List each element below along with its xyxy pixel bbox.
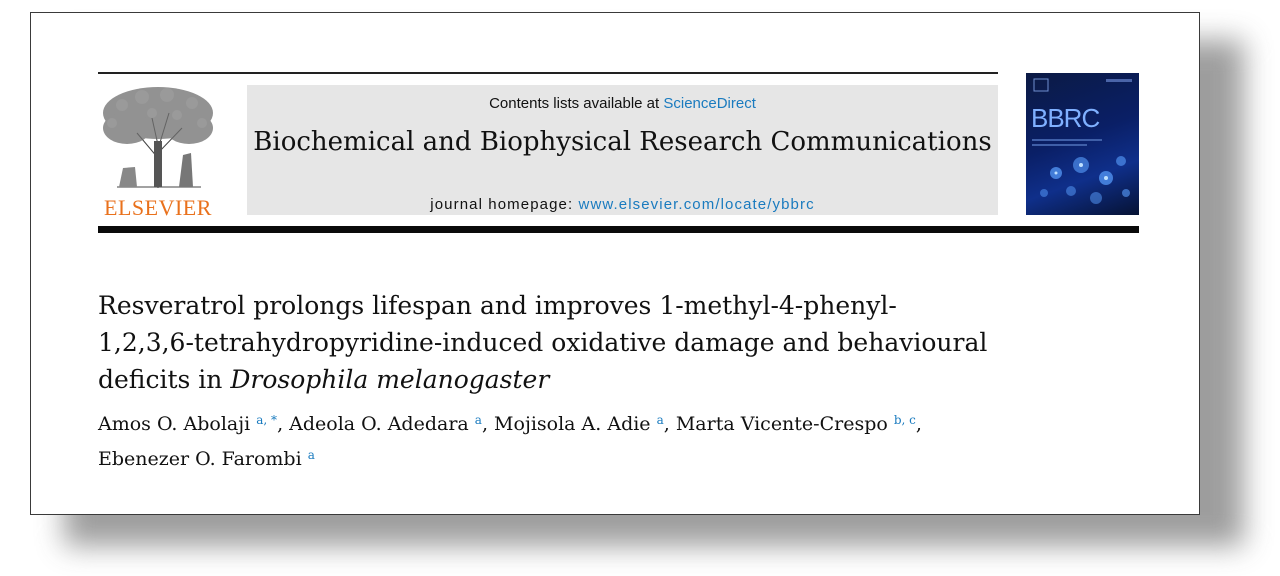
author-affiliation[interactable]: a — [656, 413, 664, 427]
author-separator: , — [663, 413, 676, 435]
author-name[interactable]: Adeola O. Adedara — [289, 413, 469, 435]
journal-cover-thumbnail[interactable] — [1026, 73, 1139, 215]
author-separator: , — [915, 413, 922, 435]
elsevier-tree-logo-icon — [97, 83, 219, 193]
header-divider — [98, 226, 1139, 233]
author-list — [98, 405, 1098, 475]
author-name[interactable]: Mojisola A. Adie — [494, 413, 651, 435]
publisher-name: ELSEVIER — [104, 195, 212, 220]
author-name[interactable]: Ebenezer O. Farombi — [98, 448, 302, 470]
author-separator: , — [277, 413, 290, 435]
title-line-1: Resveratrol prolongs lifespan and improves 1-methyl-4-phenyl- — [98, 291, 897, 320]
author-separator: , — [481, 413, 495, 435]
sciencedirect-link[interactable]: ScienceDirect — [663, 95, 756, 112]
homepage-prefix: journal homepage: — [430, 196, 579, 213]
author-name[interactable]: Marta Vicente-Crespo — [675, 413, 888, 435]
cover-art-icon — [1026, 73, 1139, 215]
elsevier-logo[interactable] — [97, 83, 219, 219]
author-affiliation[interactable]: a — [474, 413, 482, 427]
title-line-3 — [98, 361, 1078, 398]
journal-homepage-link[interactable]: www.elsevier.com/locate/ybbrc — [578, 196, 815, 213]
author-affiliation[interactable]: a — [307, 448, 315, 462]
author-name[interactable]: Amos O. Abolaji — [98, 413, 251, 435]
journal-banner — [247, 85, 998, 215]
article-title — [98, 287, 1078, 398]
author-affiliation[interactable]: b, c — [893, 413, 916, 427]
cover-brand: BBRC — [1031, 103, 1100, 133]
contents-line — [247, 95, 998, 112]
species-name: Drosophila melanogaster — [230, 365, 550, 394]
title-line-2: 1,2,3,6-tetrahydropyridine-induced oxidative damage and behavioural — [98, 328, 988, 357]
journal-title: Biochemical and Biophysical Research Communications — [253, 127, 992, 157]
article-header-card — [30, 12, 1200, 515]
author-line-2 — [98, 440, 1098, 475]
author-line-1 — [98, 405, 1098, 440]
contents-prefix: Contents lists available at — [489, 95, 664, 112]
author-affiliation[interactable]: a, * — [256, 413, 278, 427]
homepage-line — [247, 196, 998, 213]
top-rule — [98, 72, 998, 74]
title-line-3-prefix: deficits in — [98, 365, 231, 394]
